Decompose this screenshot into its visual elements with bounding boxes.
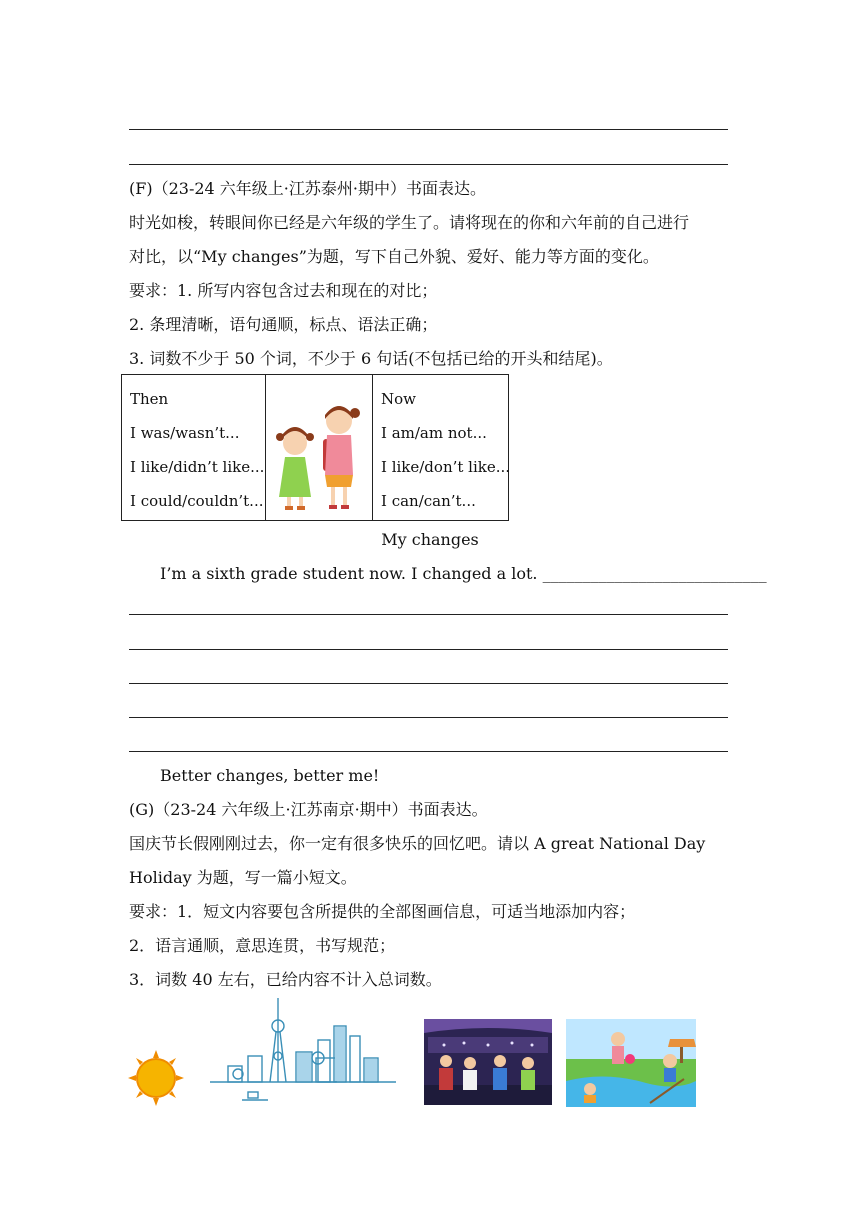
two-girls-illustration (265, 375, 372, 520)
section-f-heading: (F)（23-24 六年级上·江苏泰州·期中）书面表达。 (129, 179, 486, 198)
then-line: I could/couldn’t... (130, 492, 264, 510)
now-line: I can/can’t... (381, 492, 476, 510)
park-playing-illustration (566, 1019, 696, 1107)
essay-opening: I’m a sixth grade student now. I changed a lot. ____________________________ (160, 564, 767, 583)
section-f-req-2: 2. 条理清晰，语句通顺，标点、语法正确； (129, 315, 438, 334)
then-line: I like/didn’t like... (130, 458, 265, 476)
writing-line (129, 649, 728, 650)
section-f-intro-2: 对比，以“My changes”为题，写下自己外貌、爱好、能力等方面的变化。 (129, 247, 659, 266)
girls-picture-cell (265, 375, 373, 520)
section-g-req-1: 要求：1．短文内容要包含所提供的全部图画信息，可适当地添加内容； (129, 902, 636, 921)
section-f-req-3: 3. 词数不少于 50 个词，不少于 6 句话(不包括已给的开头和结尾)。 (129, 349, 613, 368)
then-line: Then (130, 390, 169, 408)
section-g-req-2: 2．语言通顺，意思连贯，书写规范； (129, 936, 396, 955)
now-column (373, 375, 509, 520)
essay-closing: Better changes, better me! (160, 766, 380, 785)
cinema-friends-illustration (424, 1019, 552, 1105)
writing-line (129, 683, 728, 684)
now-line: Now (381, 390, 416, 408)
section-g-intro-1: 国庆节长假刚刚过去，你一定有很多快乐的回忆吧。请以 A great National Day (129, 834, 706, 853)
now-line: I like/don’t like... (381, 458, 511, 476)
writing-line (129, 614, 728, 615)
section-f-intro-1: 时光如梭，转眼间你已经是六年级的学生了。请将现在的你和六年前的自己进行 (129, 213, 690, 232)
city-skyline-illustration (208, 996, 398, 1108)
section-f-req-1: 要求：1. 所写内容包含过去和现在的对比； (129, 281, 438, 300)
answer-line (129, 129, 728, 130)
section-g-heading: (G)（23-24 六年级上·江苏南京·期中）书面表达。 (129, 800, 488, 819)
now-line: I am/am not... (381, 424, 487, 442)
sun-illustration (128, 1050, 184, 1106)
essay-title: My changes (381, 530, 479, 549)
then-now-table (121, 374, 509, 521)
writing-line (129, 717, 728, 718)
section-g-intro-2: Holiday 为题，写一篇小短文。 (129, 868, 357, 887)
answer-line (129, 164, 728, 165)
writing-line (129, 751, 728, 752)
section-g-req-3: 3．词数 40 左右，已给内容不计入总词数。 (129, 970, 442, 989)
then-line: I was/wasn’t... (130, 424, 240, 442)
then-column (122, 375, 266, 520)
